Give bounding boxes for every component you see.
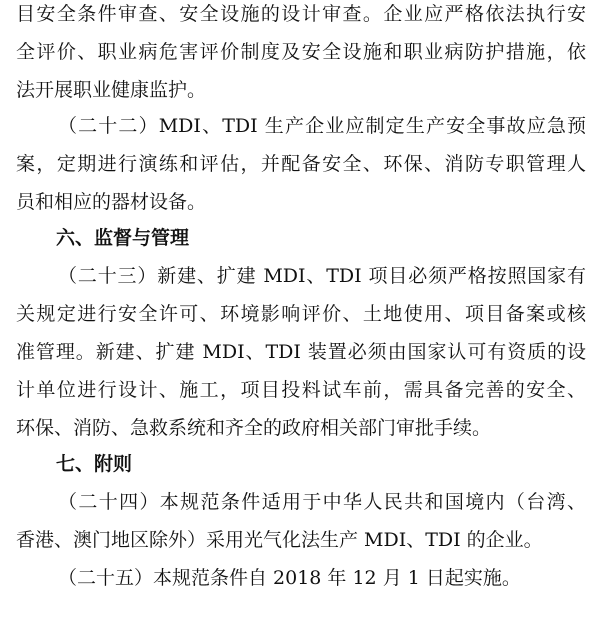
paragraph-line: （二十五）本规范条件自 2018 年 12 月 1 日起实施。 — [58, 567, 521, 589]
paragraph-line: 环保、消防、急救系统和齐全的政府相关部门审批手续。 — [16, 417, 492, 439]
section-heading: 六、监督与管理 — [56, 227, 190, 249]
paragraph-line: （二十二）MDI、TDI 生产企业应制定生产安全事故应急预 — [58, 115, 586, 137]
paragraph-line: 计单位进行设计、施工，项目投料试车前，需具备完善的安全、 — [16, 379, 586, 401]
paragraph-line: 香港、澳门地区除外）采用光气化法生产 MDI、TDI 的企业。 — [16, 529, 543, 551]
paragraph-line: 准管理。新建、扩建 MDI、TDI 装置必须由国家认可有资质的设 — [16, 341, 586, 363]
paragraph-line: 法开展职业健康监护。 — [16, 79, 207, 101]
paragraph-line: 关规定进行安全许可、环境影响评价、土地使用、项目备案或核 — [16, 303, 586, 325]
paragraph-line: 目安全条件审查、安全设施的设计审查。企业应严格依法执行安 — [16, 3, 586, 25]
paragraph-line: （二十四）本规范条件适用于中华人民共和国境内（台湾、 — [58, 491, 586, 513]
paragraph-line: （二十三）新建、扩建 MDI、TDI 项目必须严格按照国家有 — [58, 265, 586, 287]
paragraph-line: 员和相应的器材设备。 — [16, 191, 207, 213]
paragraph-line: 案，定期进行演练和评估，并配备安全、环保、消防专职管理人 — [16, 153, 586, 175]
paragraph-line: 全评价、职业病危害评价制度及安全设施和职业病防护措施，依 — [16, 41, 586, 63]
section-heading: 七、附则 — [56, 453, 133, 475]
